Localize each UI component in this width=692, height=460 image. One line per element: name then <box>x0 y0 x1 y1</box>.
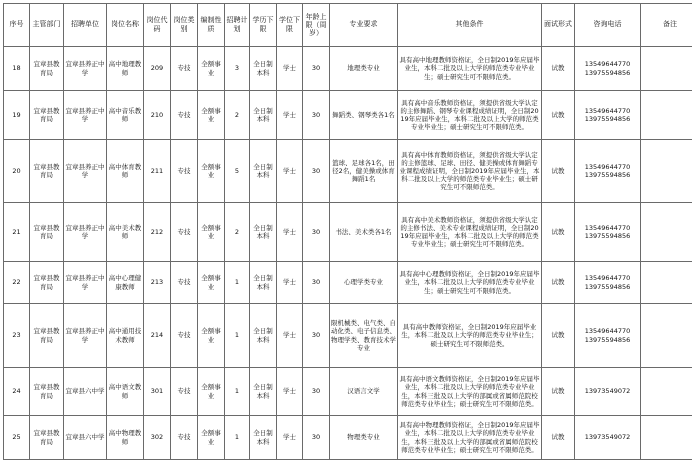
cell-extra: 具有高中地理教师资格证，全日制2019年应届毕业生，本科二批及以上大学的师范类专业毕业生；硕士研究生可不限师范类。 <box>398 47 542 91</box>
cell-age: 30 <box>303 140 330 203</box>
cell-extra: 具有高中音乐教师资格证，须提供省级大学认定的主修舞蹈、钢琴专业课程成绩证明，全日制2019年应届毕业生，本科二批及以上大学的师范类专业毕业生；硕士研究生可不限师范类。 <box>398 91 542 140</box>
cell-dept: 宜章县教育局 <box>30 416 64 460</box>
cell-unit: 宜章县六中学 <box>64 368 107 416</box>
cell-post: 高中通用技术教师 <box>107 304 144 368</box>
cell-phone: 13549644770 13975594856 <box>575 304 641 368</box>
cell-degree: 学士 <box>277 91 303 140</box>
cell-post: 高中语文教师 <box>107 368 144 416</box>
cell-phone: 13973549072 <box>575 416 641 460</box>
cell-no: 19 <box>4 91 30 140</box>
cell-phone: 13549644770 13975594856 <box>575 203 641 262</box>
cell-degree: 学士 <box>277 416 303 460</box>
cell-major: 心理学类专业 <box>330 262 398 304</box>
cell-plan: 2 <box>225 91 250 140</box>
cell-dept: 宜章县教育局 <box>30 47 64 91</box>
cell-unit: 宜章县养正中学 <box>64 304 107 368</box>
cell-nature: 全额事业 <box>198 304 225 368</box>
table-row <box>4 140 692 203</box>
header-edu: 学历下限 <box>250 4 277 47</box>
table-row <box>4 304 692 368</box>
cell-plan: 1 <box>225 262 250 304</box>
cell-code: 210 <box>144 91 171 140</box>
cell-remark <box>641 47 692 91</box>
cell-plan: 1 <box>225 416 250 460</box>
cell-unit: 宜章县养正中学 <box>64 262 107 304</box>
cell-plan: 2 <box>225 203 250 262</box>
header-nature: 编制性质 <box>198 4 225 47</box>
cell-dept: 宜章县教育局 <box>30 262 64 304</box>
cell-edu: 全日制本科 <box>250 368 277 416</box>
header-dept: 主管部门 <box>30 4 64 47</box>
cell-unit: 宜章县养正中学 <box>64 91 107 140</box>
cell-interview: 试教 <box>542 262 575 304</box>
cell-degree: 学士 <box>277 368 303 416</box>
table-row <box>4 47 692 91</box>
cell-edu: 全日制本科 <box>250 262 277 304</box>
cell-plan: 1 <box>225 368 250 416</box>
header-post: 岗位名称 <box>107 4 144 47</box>
cell-extra: 具有高中心理教师资格证，全日制2019年应届毕业生，本科二批及以上大学的师范类专业毕业生；硕士研究生可不限师范类。 <box>398 262 542 304</box>
cell-plan: 3 <box>225 47 250 91</box>
cell-interview: 试教 <box>542 91 575 140</box>
cell-category: 专技 <box>171 262 198 304</box>
cell-phone: 13973549072 <box>575 368 641 416</box>
cell-category: 专技 <box>171 416 198 460</box>
table-row <box>4 368 692 416</box>
table-row <box>4 91 692 140</box>
cell-remark <box>641 140 692 203</box>
cell-age: 30 <box>303 91 330 140</box>
cell-age: 30 <box>303 304 330 368</box>
header-plan: 招聘计划 <box>225 4 250 47</box>
cell-category: 专技 <box>171 140 198 203</box>
header-remark: 备注 <box>641 4 692 47</box>
cell-remark <box>641 262 692 304</box>
cell-age: 30 <box>303 368 330 416</box>
cell-nature: 全额事业 <box>198 368 225 416</box>
cell-phone: 13549644770 13975594856 <box>575 91 641 140</box>
cell-category: 专技 <box>171 203 198 262</box>
cell-code: 211 <box>144 140 171 203</box>
cell-category: 专技 <box>171 47 198 91</box>
cell-age: 30 <box>303 262 330 304</box>
cell-edu: 全日制本科 <box>250 47 277 91</box>
cell-no: 24 <box>4 368 30 416</box>
cell-major: 书法、美术类各1名 <box>330 203 398 262</box>
cell-edu: 全日制本科 <box>250 91 277 140</box>
cell-nature: 全额事业 <box>198 416 225 460</box>
cell-code: 213 <box>144 262 171 304</box>
cell-degree: 学士 <box>277 140 303 203</box>
cell-code: 212 <box>144 203 171 262</box>
cell-nature: 全额事业 <box>198 91 225 140</box>
header-row <box>4 4 692 47</box>
recruitment-table <box>3 3 692 460</box>
cell-degree: 学士 <box>277 262 303 304</box>
cell-degree: 学士 <box>277 203 303 262</box>
cell-interview: 试教 <box>542 416 575 460</box>
cell-interview: 试教 <box>542 304 575 368</box>
cell-major: 篮球、足球各1名，田径2名，健美操或体育舞蹈1名 <box>330 140 398 203</box>
cell-dept: 宜章县教育局 <box>30 368 64 416</box>
header-category: 岗位类别 <box>171 4 198 47</box>
cell-edu: 全日制本科 <box>250 416 277 460</box>
cell-category: 专技 <box>171 304 198 368</box>
cell-no: 23 <box>4 304 30 368</box>
cell-no: 18 <box>4 47 30 91</box>
cell-dept: 宜章县教育局 <box>30 140 64 203</box>
cell-phone: 13549644770 13975594856 <box>575 140 641 203</box>
header-degree: 学位下限 <box>277 4 303 47</box>
cell-edu: 全日制本科 <box>250 140 277 203</box>
cell-code: 209 <box>144 47 171 91</box>
cell-extra: 具有高中语文教师资格证，全日制2019年应届毕业生，本科二批及以上大学的师范类专业毕业生，本科三批及以上大学的部属或省属师范院校师范类专业毕业生；硕士研究生可不限师范类。 <box>398 368 542 416</box>
cell-post: 高中美术教师 <box>107 203 144 262</box>
cell-nature: 全额事业 <box>198 140 225 203</box>
cell-post: 高中物理教师 <box>107 416 144 460</box>
cell-code: 214 <box>144 304 171 368</box>
cell-no: 25 <box>4 416 30 460</box>
cell-plan: 5 <box>225 140 250 203</box>
cell-no: 20 <box>4 140 30 203</box>
cell-extra: 具有高中体育教师资格证，须提供省级大学认定的主修篮球、足球、田径、健美操或体育舞蹈专业课程成绩证明，全日制2019年应届毕业生，本科二批及以上大学的师范类专业毕业生；硕士研究生可不限师范类。 <box>398 140 542 203</box>
cell-remark <box>641 203 692 262</box>
cell-post: 高中地理教师 <box>107 47 144 91</box>
cell-category: 专技 <box>171 368 198 416</box>
cell-unit: 宜章县养正中学 <box>64 203 107 262</box>
cell-remark <box>641 368 692 416</box>
cell-phone: 13549644770 13975594856 <box>575 262 641 304</box>
header-age: 年龄上限（周岁） <box>303 4 330 47</box>
header-major: 专业要求 <box>330 4 398 47</box>
header-unit: 招聘单位 <box>64 4 107 47</box>
cell-post: 高中体育教师 <box>107 140 144 203</box>
cell-age: 30 <box>303 203 330 262</box>
cell-nature: 全额事业 <box>198 47 225 91</box>
cell-phone: 13549644770 13975594856 <box>575 47 641 91</box>
header-code: 岗位代码 <box>144 4 171 47</box>
cell-code: 302 <box>144 416 171 460</box>
cell-edu: 全日制本科 <box>250 304 277 368</box>
cell-age: 30 <box>303 416 330 460</box>
cell-degree: 学士 <box>277 304 303 368</box>
cell-no: 22 <box>4 262 30 304</box>
cell-unit: 宜章县养正中学 <box>64 140 107 203</box>
cell-extra: 具有高中物理教师资格证，全日制2019年应届毕业生，本科二批及以上大学的师范类专业毕业生，本科三批及以上大学的部属或省属师范院校师范类专业毕业生；硕士研究生可不限师范类。 <box>398 416 542 460</box>
cell-interview: 试教 <box>542 47 575 91</box>
cell-plan: 1 <box>225 304 250 368</box>
table-row <box>4 416 692 460</box>
cell-interview: 试教 <box>542 203 575 262</box>
cell-remark <box>641 91 692 140</box>
cell-interview: 试教 <box>542 140 575 203</box>
cell-major: 舞蹈类、钢琴类各1名 <box>330 91 398 140</box>
cell-major: 限机械类、电气类、自动化类、电子信息类、物理学类、教育技术学专业 <box>330 304 398 368</box>
header-extra: 其他条件 <box>398 4 542 47</box>
cell-dept: 宜章县教育局 <box>30 304 64 368</box>
cell-interview: 试教 <box>542 368 575 416</box>
cell-dept: 宜章县教育局 <box>30 91 64 140</box>
cell-remark <box>641 304 692 368</box>
cell-degree: 学士 <box>277 47 303 91</box>
cell-dept: 宜章县教育局 <box>30 203 64 262</box>
cell-category: 专技 <box>171 91 198 140</box>
cell-no: 21 <box>4 203 30 262</box>
cell-post: 高中心理健康教师 <box>107 262 144 304</box>
cell-remark <box>641 416 692 460</box>
header-interview: 面试形式 <box>542 4 575 47</box>
cell-major: 地理类专业 <box>330 47 398 91</box>
header-no: 序号 <box>4 4 30 47</box>
cell-unit: 宜章县六中学 <box>64 416 107 460</box>
cell-post: 高中音乐教师 <box>107 91 144 140</box>
table-row <box>4 203 692 262</box>
cell-extra: 具有高中美术教师资格证，须提供省级大学认定的主修书法、美术专业课程成绩证明，全日制2019年应届毕业生，本科二批及以上大学的师范类专业毕业生；硕士研究生可不限师范类。 <box>398 203 542 262</box>
header-phone: 咨询电话 <box>575 4 641 47</box>
cell-major: 汉语言文学 <box>330 368 398 416</box>
cell-nature: 全额事业 <box>198 203 225 262</box>
table-row <box>4 262 692 304</box>
cell-unit: 宜章县养正中学 <box>64 47 107 91</box>
cell-edu: 全日制本科 <box>250 203 277 262</box>
cell-major: 物理类专业 <box>330 416 398 460</box>
cell-nature: 全额事业 <box>198 262 225 304</box>
cell-age: 30 <box>303 47 330 91</box>
cell-extra: 具有高中教师资格证，全日制2019年应届毕业生，本科二批及以上大学的师范类专业毕业生；硕士研究生可不限师范类。 <box>398 304 542 368</box>
cell-code: 301 <box>144 368 171 416</box>
